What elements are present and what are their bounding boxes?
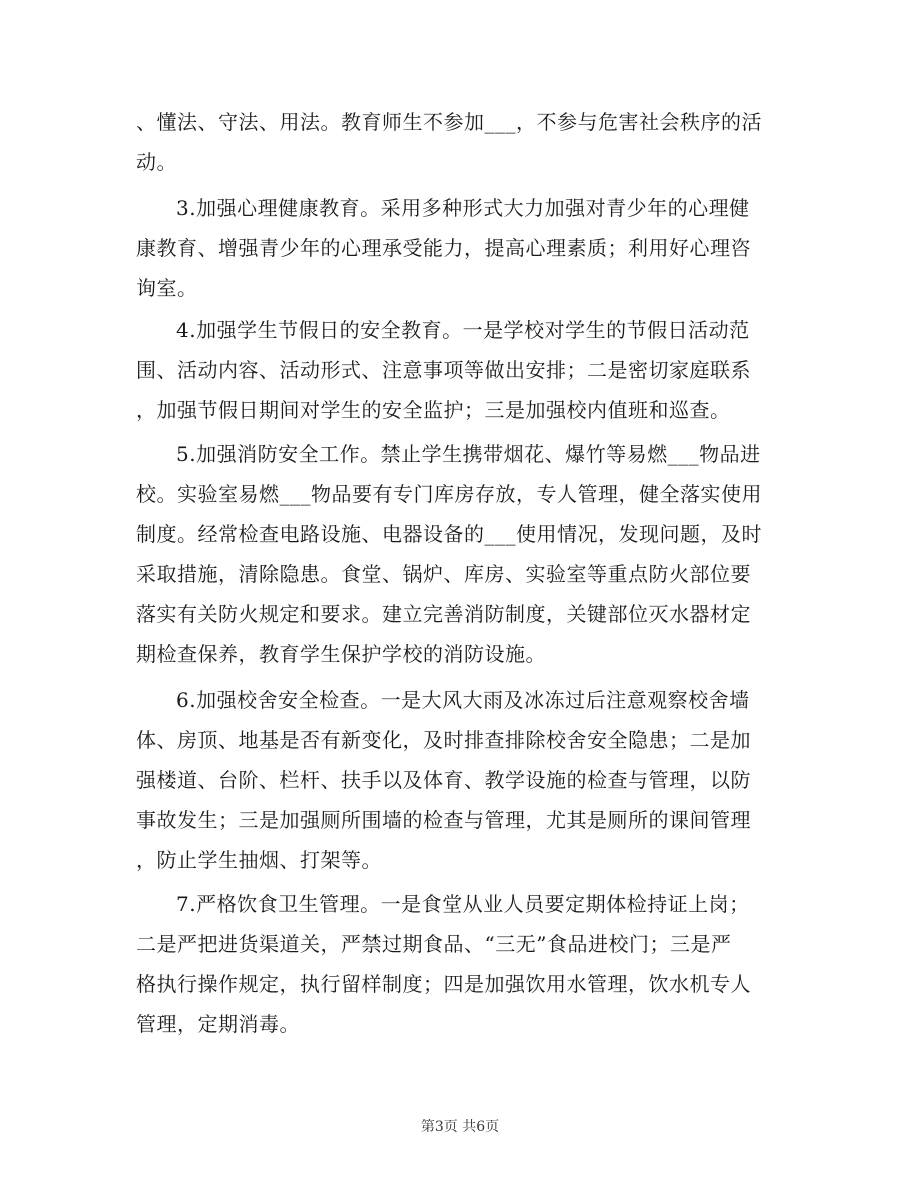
text-line: 事故发生；三是加强厕所围墙的检查与管理，尤其是厕所的课间管理	[136, 808, 751, 832]
text-line: 期检查保养，教育学生保护学校的消防设施。	[136, 642, 546, 666]
text-line: ，防止学生抽烟、打架等。	[136, 848, 382, 872]
text-line: 管理，定期消毒。	[136, 1012, 300, 1036]
text-line: 二是严把进货渠道关，严禁过期食品、“三无”食品进校门；三是严	[136, 932, 732, 956]
text-line: 落实有关防火规定和要求。建立完善消防制度，关键部位灭水器材定	[136, 602, 751, 626]
paragraph-heading-4: 4.加强学生节假日的安全教育。一是学校对学生的节假日活动范	[176, 318, 750, 342]
text-line: 强楼道、台阶、栏杆、扶手以及体育、教学设施的检查与管理，以防	[136, 768, 751, 792]
text-line: 采取措施，清除隐患。食堂、锅炉、库房、实验室等重点防火部位要	[136, 562, 751, 586]
text-line: 格执行操作规定，执行留样制度；四是加强饮用水管理，饮水机专人	[136, 972, 751, 996]
text-line: 体、房顶、地基是否有新变化，及时排查排除校舍安全隐患；二是加	[136, 728, 751, 752]
text-line: 康教育、增强青少年的心理承受能力，提高心理素质；利用好心理咨	[136, 236, 751, 260]
paragraph-heading-5: 5.加强消防安全工作。禁止学生携带烟花、爆竹等易燃___物品进	[176, 442, 761, 466]
text-line: 询室。	[136, 276, 198, 300]
paragraph-heading-3: 3.加强心理健康教育。采用多种形式大力加强对青少年的心理健	[176, 196, 750, 220]
text-line: 动。	[136, 150, 177, 174]
text-line: 、懂法、守法、用法。教育师生不参加___，不参与危害社会秩序的活	[136, 110, 762, 134]
text-line: 围、活动内容、活动形式、注意事项等做出安排；二是密切家庭联系	[136, 358, 751, 382]
text-line: ，加强节假日期间对学生的安全监护；三是加强校内值班和巡查。	[136, 398, 731, 422]
text-line: 制度。经常检查电路设施、电器设备的___使用情况，发现问题，及时	[136, 522, 762, 546]
page-number: 第3页 共6页	[420, 1119, 500, 1135]
paragraph-heading-6: 6.加强校舍安全检查。一是大风大雨及冰冻过后注意观察校舍墙	[176, 688, 750, 712]
text-line: 校。实验室易燃___物品要有专门库房存放，专人管理，健全落实使用	[136, 482, 762, 506]
paragraph-heading-7: 7.严格饮食卫生管理。一是食堂从业人员要定期体检持证上岗；	[176, 892, 750, 916]
